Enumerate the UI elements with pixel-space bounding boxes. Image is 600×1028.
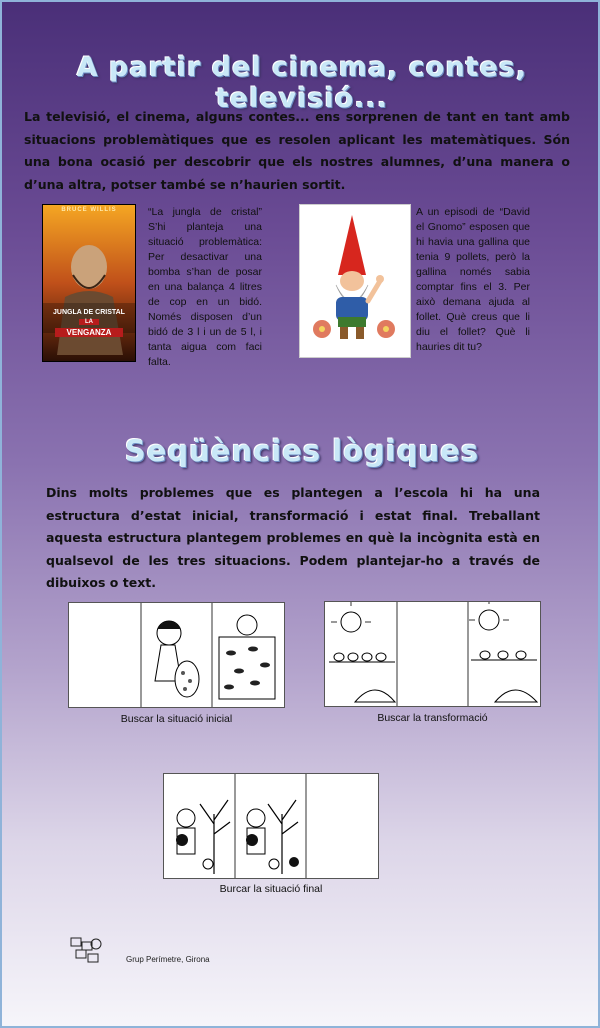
footer-credit: Grup Perímetre, Girona xyxy=(126,955,210,964)
strip-transform xyxy=(324,601,541,707)
movie-actor: BRUCE WILLIS xyxy=(61,207,117,213)
group-logo xyxy=(70,936,104,966)
gnome-text: A un episodi de “David el Gnomo” esposen que hi havia una gallina que tenia 9 pollets, però la gallina només sabia comptar fins el 3. Per això demana ajuda al follet. Què creus que li diu el follet? Què li hauries dit tu? xyxy=(416,206,530,353)
movie-title-line2: LA xyxy=(79,319,99,325)
movie-title-line3: VENGANZA xyxy=(55,328,123,337)
strip-final xyxy=(163,773,379,879)
strip-initial xyxy=(68,602,285,708)
intro-paragraph: La televisió, el cinema, alguns contes... ens sorprenen de tant en tant amb situacions problemàtiques que es resolen aplicant les matemàtiques. Són una bona ocasió per descobrir que els nostres alumnes, d’una manera o d’una altra, potser també se n’haurien sortit. xyxy=(24,109,570,192)
caption-initial: Buscar la situació inicial xyxy=(120,713,233,725)
caption-final: Burcar la situació final xyxy=(219,883,323,895)
movie-poster-image xyxy=(42,204,136,362)
gnome-image xyxy=(299,204,411,358)
caption-transform: Buscar la transformació xyxy=(377,712,488,724)
sequences-title: Seqüències lògiques xyxy=(124,434,480,468)
jungle-text: “La jungla de cristal” S’hi planteja una situació problemàtica: Per desactivar una bomba s’han de posar en una balança 4 litres de cop en un bidó. Només disposen d’un bidó de 3 l i un de 5 l, i tanta aigua com faci falta. xyxy=(148,206,262,368)
movie-title-line1: JUNGLA DE CRISTAL xyxy=(53,309,125,316)
sequences-paragraph: Dins molts problemes que es plantegen a l’escola hi ha una estructura d’estat inicial, transformació i estat final. Treballant aquesta estructura plantegem problemes en què la incògnita està en qualsevol de les tres situacions. Podem plantejar-ho a través de dibuixos o text. xyxy=(46,485,540,590)
page-title: A partir del cinema, contes, televisió... xyxy=(76,52,528,114)
